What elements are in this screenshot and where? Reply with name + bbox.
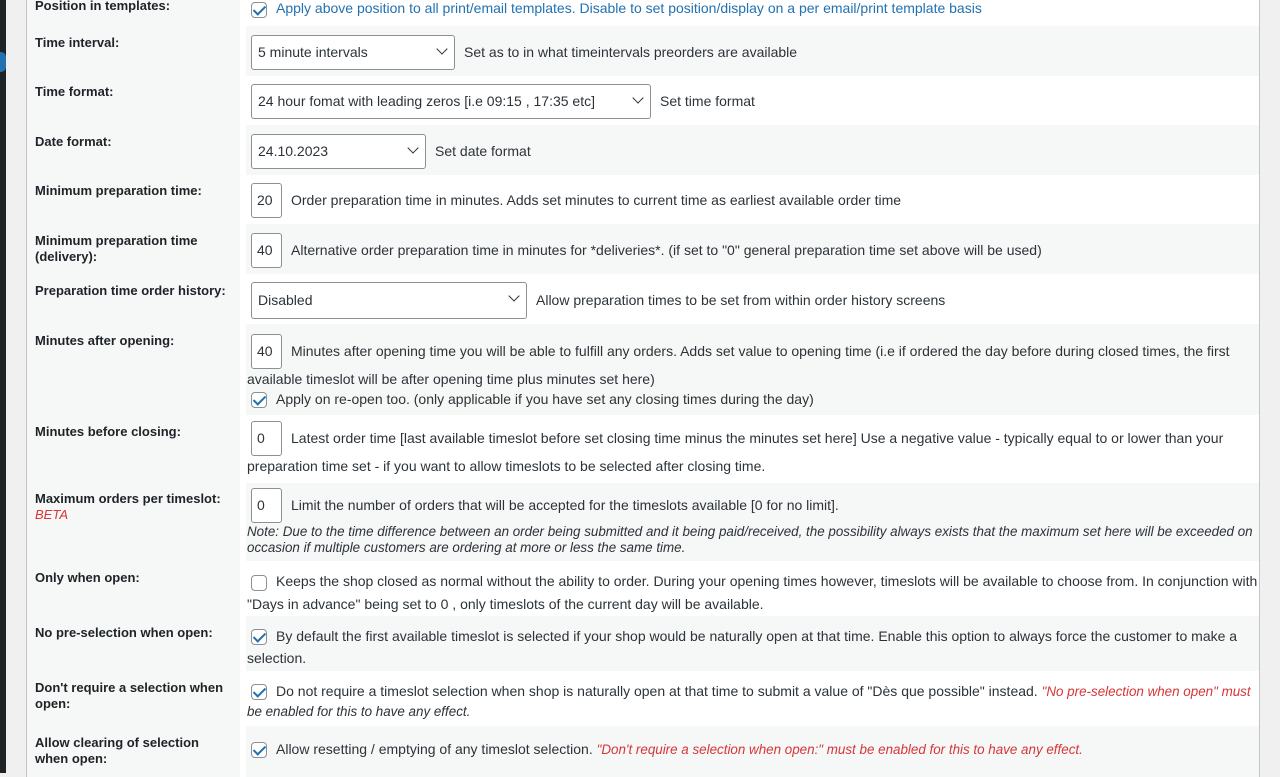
prep-history-select[interactable] [251, 282, 527, 319]
allow-clearing-checkbox[interactable] [251, 742, 267, 758]
label-time-format: Time format: [35, 84, 114, 99]
time-format-desc: Set time format [660, 93, 755, 109]
reopen-checkbox[interactable] [251, 392, 267, 408]
label-time-interval: Time interval: [35, 35, 120, 50]
dont-require-desc [276, 683, 1251, 699]
settings-panel [26, 0, 1260, 777]
row-only-when-open [27, 561, 1259, 616]
row-min-after-opening [27, 324, 1259, 415]
apply-all-templates-text: Apply above position to all print/email templates. Disable to set position/display on a per email/print template basis [276, 0, 982, 16]
max-orders-desc: Limit the number of orders that will be accepted for the timeslots available [0 for no limit]. [291, 497, 839, 513]
min-prep-delivery-input[interactable]: 40 [251, 233, 282, 268]
sidebar-active-indicator [0, 52, 6, 72]
apply-all-templates-checkbox[interactable] [251, 2, 267, 18]
label-no-preselection: No pre-selection when open: [35, 625, 213, 640]
max-orders-note-1: Note: Due to the time difference between an order being submitted and it being paid/received, the possibility always exists that the maximum set here will be exceeded on [247, 524, 1253, 539]
time-interval-desc: Set as to in what timeintervals preorders are available [464, 44, 798, 60]
no-preselection-checkbox[interactable] [251, 629, 267, 645]
min-after-opening-desc-2: available timeslot will be after opening time plus minutes set here) [247, 371, 655, 387]
no-preselection-desc-2: selection. [247, 650, 307, 666]
only-when-open-checkbox[interactable] [251, 575, 267, 591]
time-format-value: 24 hour fomat with leading zeros [i.e 09:15 , 17:35 etc] [258, 93, 595, 109]
min-before-closing-desc-1: Latest order time [last available timeslot before set closing time minus the minutes set here] Use a negative value - typically equal to or lower than your [291, 430, 1224, 446]
allow-clearing-desc-text: Allow resetting / emptying of any timeslot selection. [276, 741, 593, 757]
no-preselection-desc-1: By default the first available timeslot is selected if your shop would be naturally open at that time. Enable this option to always force the customer to make a [276, 628, 1238, 644]
date-format-value: 24.10.2023 [258, 143, 329, 159]
max-orders-input[interactable]: 0 [251, 488, 282, 523]
row-prep-history [27, 274, 1259, 324]
row-time-format [27, 76, 1259, 125]
label-prep-history: Preparation time order history: [35, 283, 226, 298]
row-min-before-closing [27, 415, 1259, 483]
row-max-orders [27, 483, 1259, 561]
label-min-prep: Minimum preparation time: [35, 183, 202, 198]
date-format-select[interactable] [251, 134, 426, 169]
dont-require-checkbox[interactable] [251, 684, 267, 700]
row-dont-require [27, 671, 1259, 726]
label-allow-clearing: Allow clearing of selection when open: [35, 735, 199, 766]
label-max-orders-text: Maximum orders per timeslot: [35, 491, 221, 506]
label-min-before-closing: Minutes before closing: [35, 424, 181, 439]
row-min-prep [27, 175, 1259, 224]
only-when-open-desc-1: Keeps the shop closed as normal without the ability to order. During your opening times however, timeslots will be available to choose from. In conjunction with [276, 573, 1258, 589]
dont-require-red-note-1: "No pre-selection when open" must [1041, 684, 1251, 699]
chevron-down-icon [407, 142, 418, 153]
beta-badge: BETA [35, 507, 68, 522]
label-only-when-open: Only when open: [35, 570, 140, 585]
chevron-down-icon [508, 290, 519, 301]
min-before-closing-desc-2: preparation time set - if you want to allow timeslots to be selected after closing time. [247, 458, 766, 474]
label-min-after-opening: Minutes after opening: [35, 333, 175, 348]
label-date-format: Date format: [35, 134, 112, 149]
allow-clearing-desc [276, 741, 1083, 757]
row-time-interval [27, 26, 1259, 76]
dont-require-desc-text: Do not require a timeslot selection when shop is naturally open at that time to submit a value of "Dès que possible" instead. [276, 683, 1038, 699]
row-position-in-templates [27, 0, 1259, 26]
label-min-prep-delivery: Minimum preparation time (delivery): [35, 233, 198, 264]
min-after-opening-input[interactable]: 40 [251, 334, 282, 369]
chevron-down-icon [632, 92, 643, 103]
min-prep-delivery-desc: Alternative order preparation time in minutes for *deliveries*. (if set to "0" general preparation time set above will be used) [291, 242, 1042, 258]
min-before-closing-input[interactable]: 0 [251, 421, 282, 456]
only-when-open-desc-2: "Days in advance" being set to 0 , only timeslots of the current day will be available. [247, 596, 764, 612]
min-prep-input[interactable]: 20 [251, 183, 282, 218]
date-format-desc: Set date format [435, 143, 531, 159]
min-prep-desc: Order preparation time in minutes. Adds set minutes to current time as earliest available order time [291, 192, 902, 208]
row-min-prep-delivery [27, 224, 1259, 274]
time-interval-value: 5 minute intervals [258, 44, 368, 60]
dont-require-red-note-2: be enabled for this to have any effect. [247, 704, 471, 719]
admin-sidebar-edge [0, 0, 6, 773]
row-allow-clearing [27, 726, 1259, 777]
max-orders-note-2: occasion if multiple customers are ordering at more or less the same time. [247, 540, 686, 555]
min-after-opening-desc-1: Minutes after opening time you will be able to fulfill any orders. Adds set value to opening time (i.e if ordered the day before during closed times, the first [291, 343, 1230, 359]
label-max-orders [35, 491, 235, 523]
time-interval-select[interactable] [251, 35, 455, 70]
row-date-format [27, 125, 1259, 175]
time-format-select[interactable] [251, 84, 651, 119]
label-position-in-templates: Position in templates: [35, 0, 171, 13]
prep-history-desc: Allow preparation times to be set from within order history screens [536, 292, 946, 308]
chevron-down-icon [436, 43, 447, 54]
row-no-preselection [27, 616, 1259, 671]
prep-history-value: Disabled [258, 292, 313, 308]
allow-clearing-red-note: "Don't require a selection when open:" must be enabled for this to have any effect. [596, 742, 1083, 757]
reopen-checkbox-text: Apply on re-open too. (only applicable if you have set any closing times during the day) [276, 391, 814, 407]
label-dont-require: Don't require a selection when open: [35, 680, 224, 711]
